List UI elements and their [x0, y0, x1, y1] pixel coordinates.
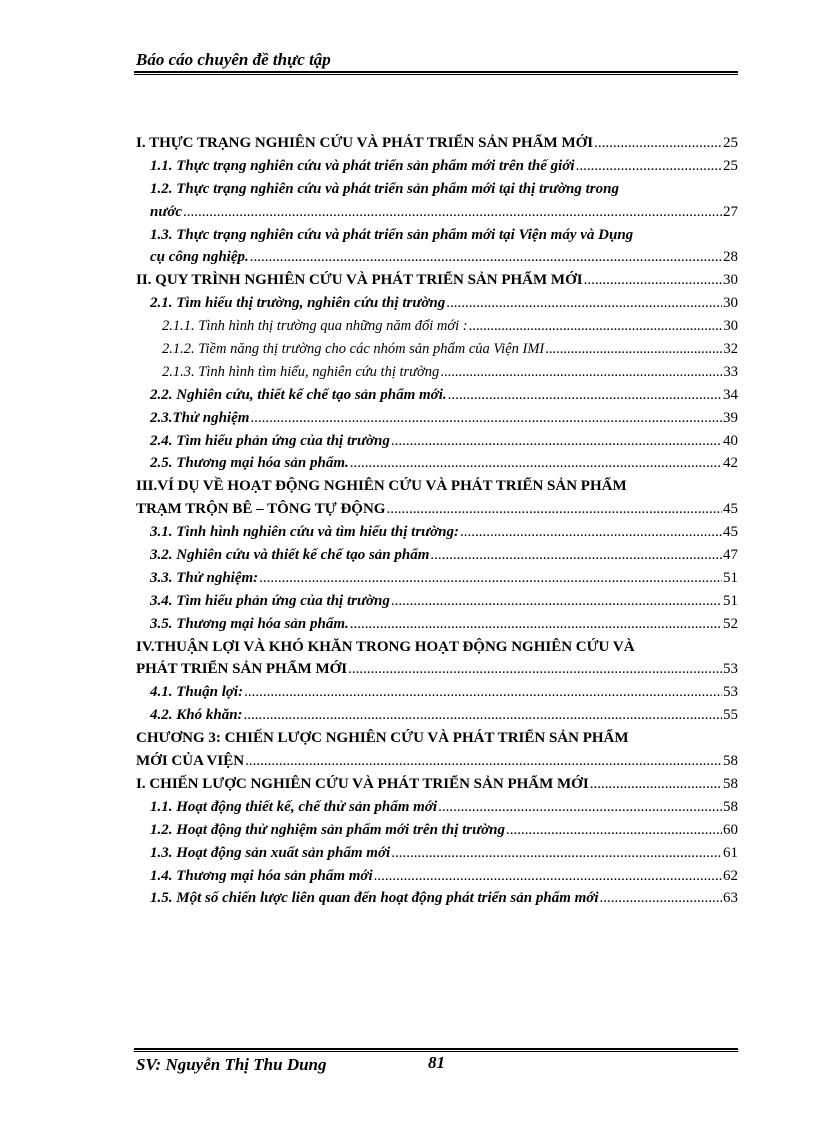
toc-leader-dots	[590, 773, 722, 796]
toc-leader-dots	[183, 201, 722, 224]
toc-entry-text: 2.3.Thử nghiệm	[150, 409, 250, 426]
footer-page-number: 81	[428, 1053, 445, 1072]
toc-leader-dots	[594, 132, 722, 155]
toc-page-number: 53	[723, 661, 738, 678]
toc-entry	[136, 155, 738, 178]
footer-rule-thin	[134, 1051, 738, 1052]
toc-entry-heading: III.VÍ DỤ VỀ HOẠT ĐỘNG NGHIÊN CỨU VÀ PHÁT TRIỂN SẢN PHẨM	[136, 478, 627, 495]
header-rule-thin	[134, 74, 738, 75]
footer-rule	[134, 1048, 738, 1050]
toc-page-number: 25	[723, 135, 738, 151]
toc-page-number: 53	[723, 684, 738, 701]
toc-entry-heading: 1.3. Thực trạng nghiên cứu và phát triển sản phẩm mới tại Viện máy và Dụng	[150, 226, 634, 243]
toc-entry-text: I. THỰC TRẠNG NGHIÊN CỨU VÀ PHÁT TRIỂN SẢN PHẨM MỚI	[136, 135, 594, 151]
toc-leader-dots	[600, 887, 723, 910]
toc-page-number: 30	[723, 318, 738, 335]
toc-leader-dots	[430, 544, 722, 567]
toc-entry-heading: IV.THUẬN LỢI VÀ KHÓ KHĂN TRONG HOẠT ĐỘNG NGHIÊN CỨU VÀ	[136, 638, 635, 655]
toc-leader-dots	[460, 521, 722, 544]
toc-entry-text: 2.5. Thương mại hóa sản phẩm.	[150, 455, 349, 472]
toc-page-number: 30	[723, 295, 738, 312]
toc-leader-dots	[440, 361, 722, 384]
toc-page-number: 60	[723, 821, 738, 838]
toc-page-number: 40	[723, 432, 738, 449]
toc-page-number: 58	[723, 798, 738, 815]
toc-entry	[136, 865, 738, 888]
toc-entry	[136, 201, 738, 224]
toc-entry	[136, 384, 738, 407]
toc-leader-dots	[374, 865, 722, 888]
toc-entry	[136, 452, 738, 475]
toc-page-number: 33	[723, 363, 738, 380]
toc-leader-dots	[584, 269, 722, 292]
toc-page-number: 42	[723, 455, 738, 472]
toc-page-number: 61	[723, 844, 738, 861]
toc-entry	[136, 246, 738, 269]
table-of-contents	[136, 132, 738, 910]
footer-author: SV: Nguyễn Thị Thu Dung	[136, 1055, 327, 1074]
toc-leader-dots	[448, 384, 722, 407]
toc-entry-heading: 1.2. Thực trạng nghiên cứu và phát triển sản phẩm mới tại thị trường trong	[150, 180, 619, 197]
toc-entry-text: nước	[150, 203, 183, 220]
toc-page-number: 52	[723, 615, 738, 632]
toc-entry-text: 2.1.2. Tiềm năng thị trường cho các nhóm sản phẩm của Viện IMI	[162, 341, 545, 358]
toc-entry	[136, 658, 738, 681]
toc-entry-text: 3.2. Nghiên cứu và thiết kế chế tạo sản phẩm	[150, 547, 430, 564]
toc-entry-text: 4.1. Thuận lợi:	[150, 684, 244, 701]
toc-entry	[136, 796, 738, 819]
header-rule	[134, 71, 738, 73]
toc-entry-text: TRẠM TRỘN BÊ – TÔNG TỰ ĐỘNG	[136, 501, 386, 518]
toc-page-number: 30	[723, 272, 738, 289]
toc-leader-dots	[350, 613, 722, 636]
toc-entry	[136, 842, 738, 865]
toc-entry	[136, 681, 738, 704]
toc-page-number: 47	[723, 547, 738, 564]
toc-entry-text: 1.3. Hoạt động sản xuất sản phẩm mới	[150, 844, 391, 861]
toc-entry-text: 1.1. Hoạt động thiết kế, chế thử sản phẩm mới	[150, 798, 438, 815]
toc-leader-dots	[259, 567, 722, 590]
toc-leader-dots	[244, 704, 722, 727]
toc-page-number: 45	[723, 501, 738, 518]
toc-leader-dots	[245, 750, 722, 773]
toc-leader-dots	[576, 155, 722, 178]
toc-entry	[136, 338, 738, 361]
toc-entry-text: 1.4. Thương mại hóa sản phẩm mới	[150, 867, 373, 884]
toc-entry-text: MỚI CỦA VIỆN	[136, 753, 245, 770]
toc-page-number: 62	[723, 867, 738, 884]
toc-entry	[136, 704, 738, 727]
toc-page-number: 51	[723, 592, 738, 609]
toc-entry	[136, 544, 738, 567]
toc-entry-text: 3.5. Thương mại hóa sản phẩm.	[150, 615, 349, 632]
toc-leader-dots	[446, 292, 722, 315]
toc-entry-text: I. CHIẾN LƯỢC NGHIÊN CỨU VÀ PHÁT TRIỂN SẢN PHẨM MỚI	[136, 775, 589, 792]
toc-entry-text: 2.1.1. Tình hình thị trường qua những năm đổi mới :	[162, 318, 468, 335]
toc-page-number: 28	[723, 249, 738, 266]
toc-entry	[136, 819, 738, 842]
toc-entry	[136, 430, 738, 453]
toc-leader-dots	[391, 842, 722, 865]
toc-entry-heading: CHƯƠNG 3: CHIẾN LƯỢC NGHIÊN CỨU VÀ PHÁT TRIỂN SẢN PHẨM	[136, 730, 629, 747]
toc-entry-text: cụ công nghiệp.	[150, 249, 249, 266]
toc-entry-text: 1.1. Thực trạng nghiên cứu và phát triển sản phẩm mới trên thế giới	[150, 157, 575, 174]
toc-leader-dots	[391, 430, 722, 453]
toc-entry	[136, 613, 738, 636]
toc-entry-text: 2.1.3. Tình hình tìm hiểu, nghiên cứu thị trường	[162, 363, 440, 380]
toc-entry	[136, 521, 738, 544]
toc-leader-dots	[506, 819, 722, 842]
toc-entry-text: 2.2. Nghiên cứu, thiết kế chế tạo sản phẩm mới.	[150, 386, 447, 403]
toc-entry-text: 3.1. Tình hình nghiên cứu và tìm hiểu thị trường:	[150, 524, 460, 541]
toc-page-number: 45	[723, 524, 738, 541]
toc-entry	[136, 361, 738, 384]
toc-entry	[136, 887, 738, 910]
toc-leader-dots	[469, 315, 723, 338]
toc-page-number: 58	[723, 753, 738, 770]
toc-entry	[136, 590, 738, 613]
toc-leader-dots	[545, 338, 722, 361]
toc-entry-text: 2.1. Tìm hiểu thị trường, nghiên cứu thị trường	[150, 295, 446, 312]
toc-entry	[136, 773, 738, 796]
toc-entry-text: 4.2. Khó khăn:	[150, 707, 243, 724]
toc-entry-text: 1.5. Một số chiến lược liên quan đến hoạt động phát triển sản phẩm mới	[150, 890, 599, 907]
toc-entry	[136, 292, 738, 315]
toc-leader-dots	[350, 452, 722, 475]
toc-entry-text: 2.4. Tìm hiểu phản ứng của thị trường	[150, 432, 390, 449]
toc-entry-text: 1.2. Hoạt động thử nghiệm sản phẩm mới trên thị trường	[150, 821, 505, 838]
toc-page-number: 63	[723, 890, 738, 907]
toc-leader-dots	[250, 246, 722, 269]
toc-page-number: 32	[723, 341, 738, 358]
toc-page-number: 27	[723, 203, 738, 220]
toc-leader-dots	[391, 590, 722, 613]
toc-entry	[136, 567, 738, 590]
toc-entry	[136, 315, 738, 338]
toc-leader-dots	[438, 796, 722, 819]
toc-entry-text: 3.3. Thử nghiệm:	[150, 569, 259, 586]
toc-leader-dots	[250, 407, 722, 430]
toc-leader-dots	[348, 658, 722, 681]
toc-leader-dots	[386, 498, 722, 521]
toc-page-number: 55	[723, 707, 738, 724]
toc-leader-dots	[244, 681, 722, 704]
toc-page-number: 39	[723, 409, 738, 426]
toc-entry	[136, 498, 738, 521]
toc-entry	[136, 750, 738, 773]
toc-page-number: 58	[723, 775, 738, 792]
toc-entry-text: II. QUY TRÌNH NGHIÊN CỨU VÀ PHÁT TRIỂN SẢN PHẨM MỚI	[136, 272, 583, 289]
toc-entry	[136, 269, 738, 292]
toc-page-number: 25	[723, 157, 738, 174]
toc-page-number: 34	[723, 386, 738, 403]
toc-entry	[136, 132, 738, 155]
toc-entry	[136, 407, 738, 430]
toc-entry-text: 3.4. Tìm hiểu phản ứng của thị trường	[150, 592, 390, 609]
toc-page-number: 51	[723, 569, 738, 586]
toc-entry-text: PHÁT TRIỂN SẢN PHẨM MỚI	[136, 661, 348, 678]
header-title: Báo cáo chuyên đề thực tập	[136, 50, 331, 69]
